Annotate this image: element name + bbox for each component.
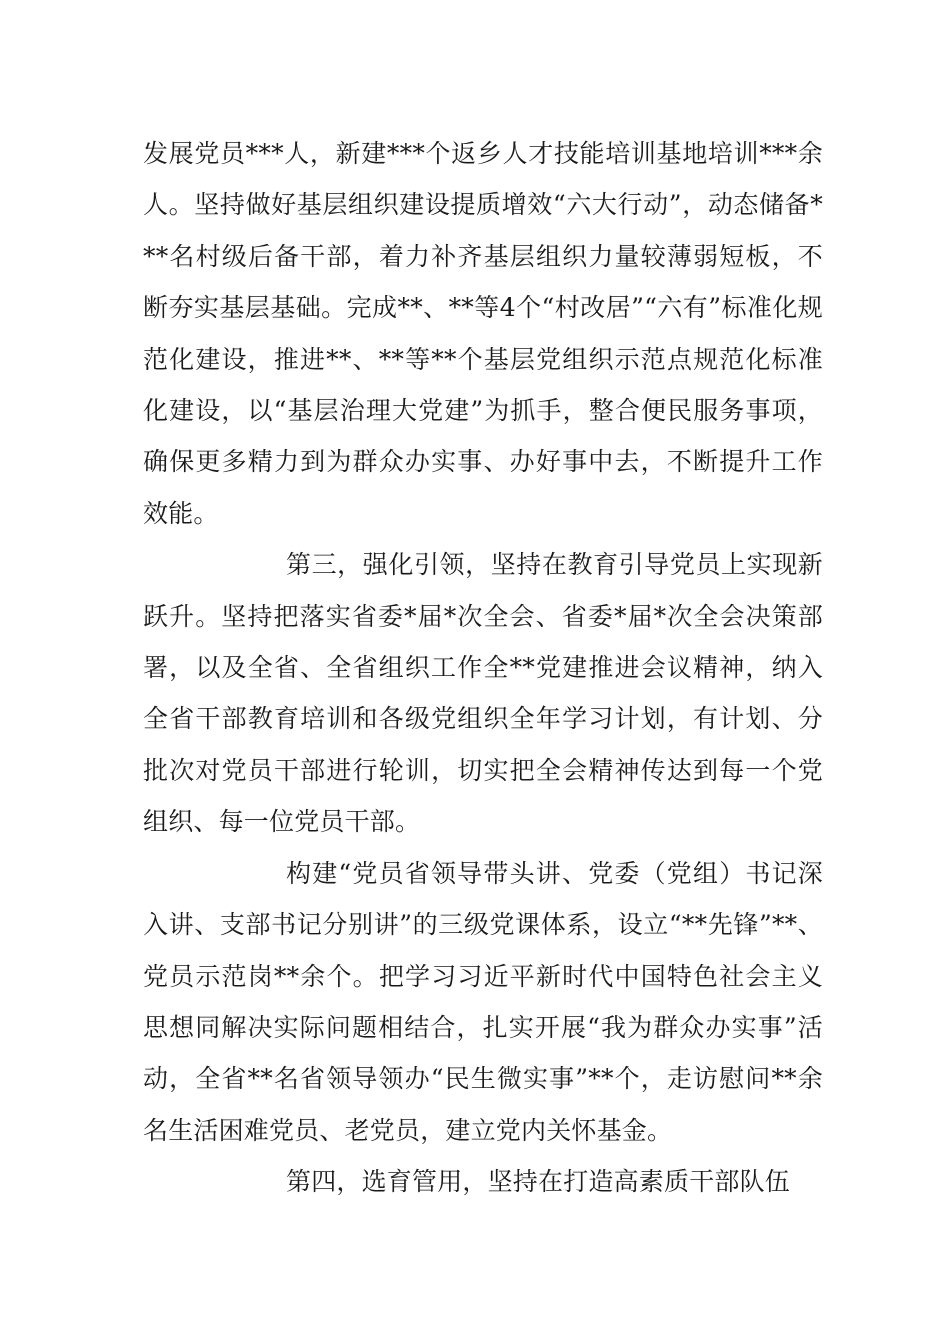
document-body: [143, 128, 823, 1208]
paragraph-3: 构建“党员省领导带头讲、党委（党组）书记深入讲、支部书记分别讲”的三级党课体系，设立“**先锋”**、党员示范岗**余个。把学习习近平新时代中国特色社会主义思想同解决实际问题相结合，扎实开展“我为群众办实事”活动，全省**名省领导领办“民生微实事”**个，走访慰问**余名生活困难党员、老党员，建立党内关怀基金。: [143, 858, 823, 1145]
paragraph-4: 第四，选育管用，坚持在打造高素质干部队伍: [286, 1167, 791, 1197]
paragraph-1: 发展党员***人，新建***个返乡人才技能培训基地培训***余人。坚持做好基层组织建设提质增效“六大行动”，动态储备***名村级后备干部，着力补齐基层组织力量较薄弱短板，不断夯实基层基础。完成**、**等4个“村改居”“六有”标准化规范化建设，推进**、**等**个基层党组织示范点规范化标准化建设，以“基层治理大党建”为抓手，整合便民服务事项，确保更多精力到为群众办实事、办好事中去，不断提升工作效能。: [143, 139, 823, 528]
paragraph-2: 第三，强化引领，坚持在教育引导党员上实现新跃升。坚持把落实省委*届*次全会、省委*届*次全会决策部署，以及全省、全省组织工作全**党建推进会议精神，纳入全省干部教育培训和各级党组织全年学习计划，有计划、分批次对党员干部进行轮训，切实把全会精神传达到每一个党组织、每一位党员干部。: [143, 550, 823, 837]
